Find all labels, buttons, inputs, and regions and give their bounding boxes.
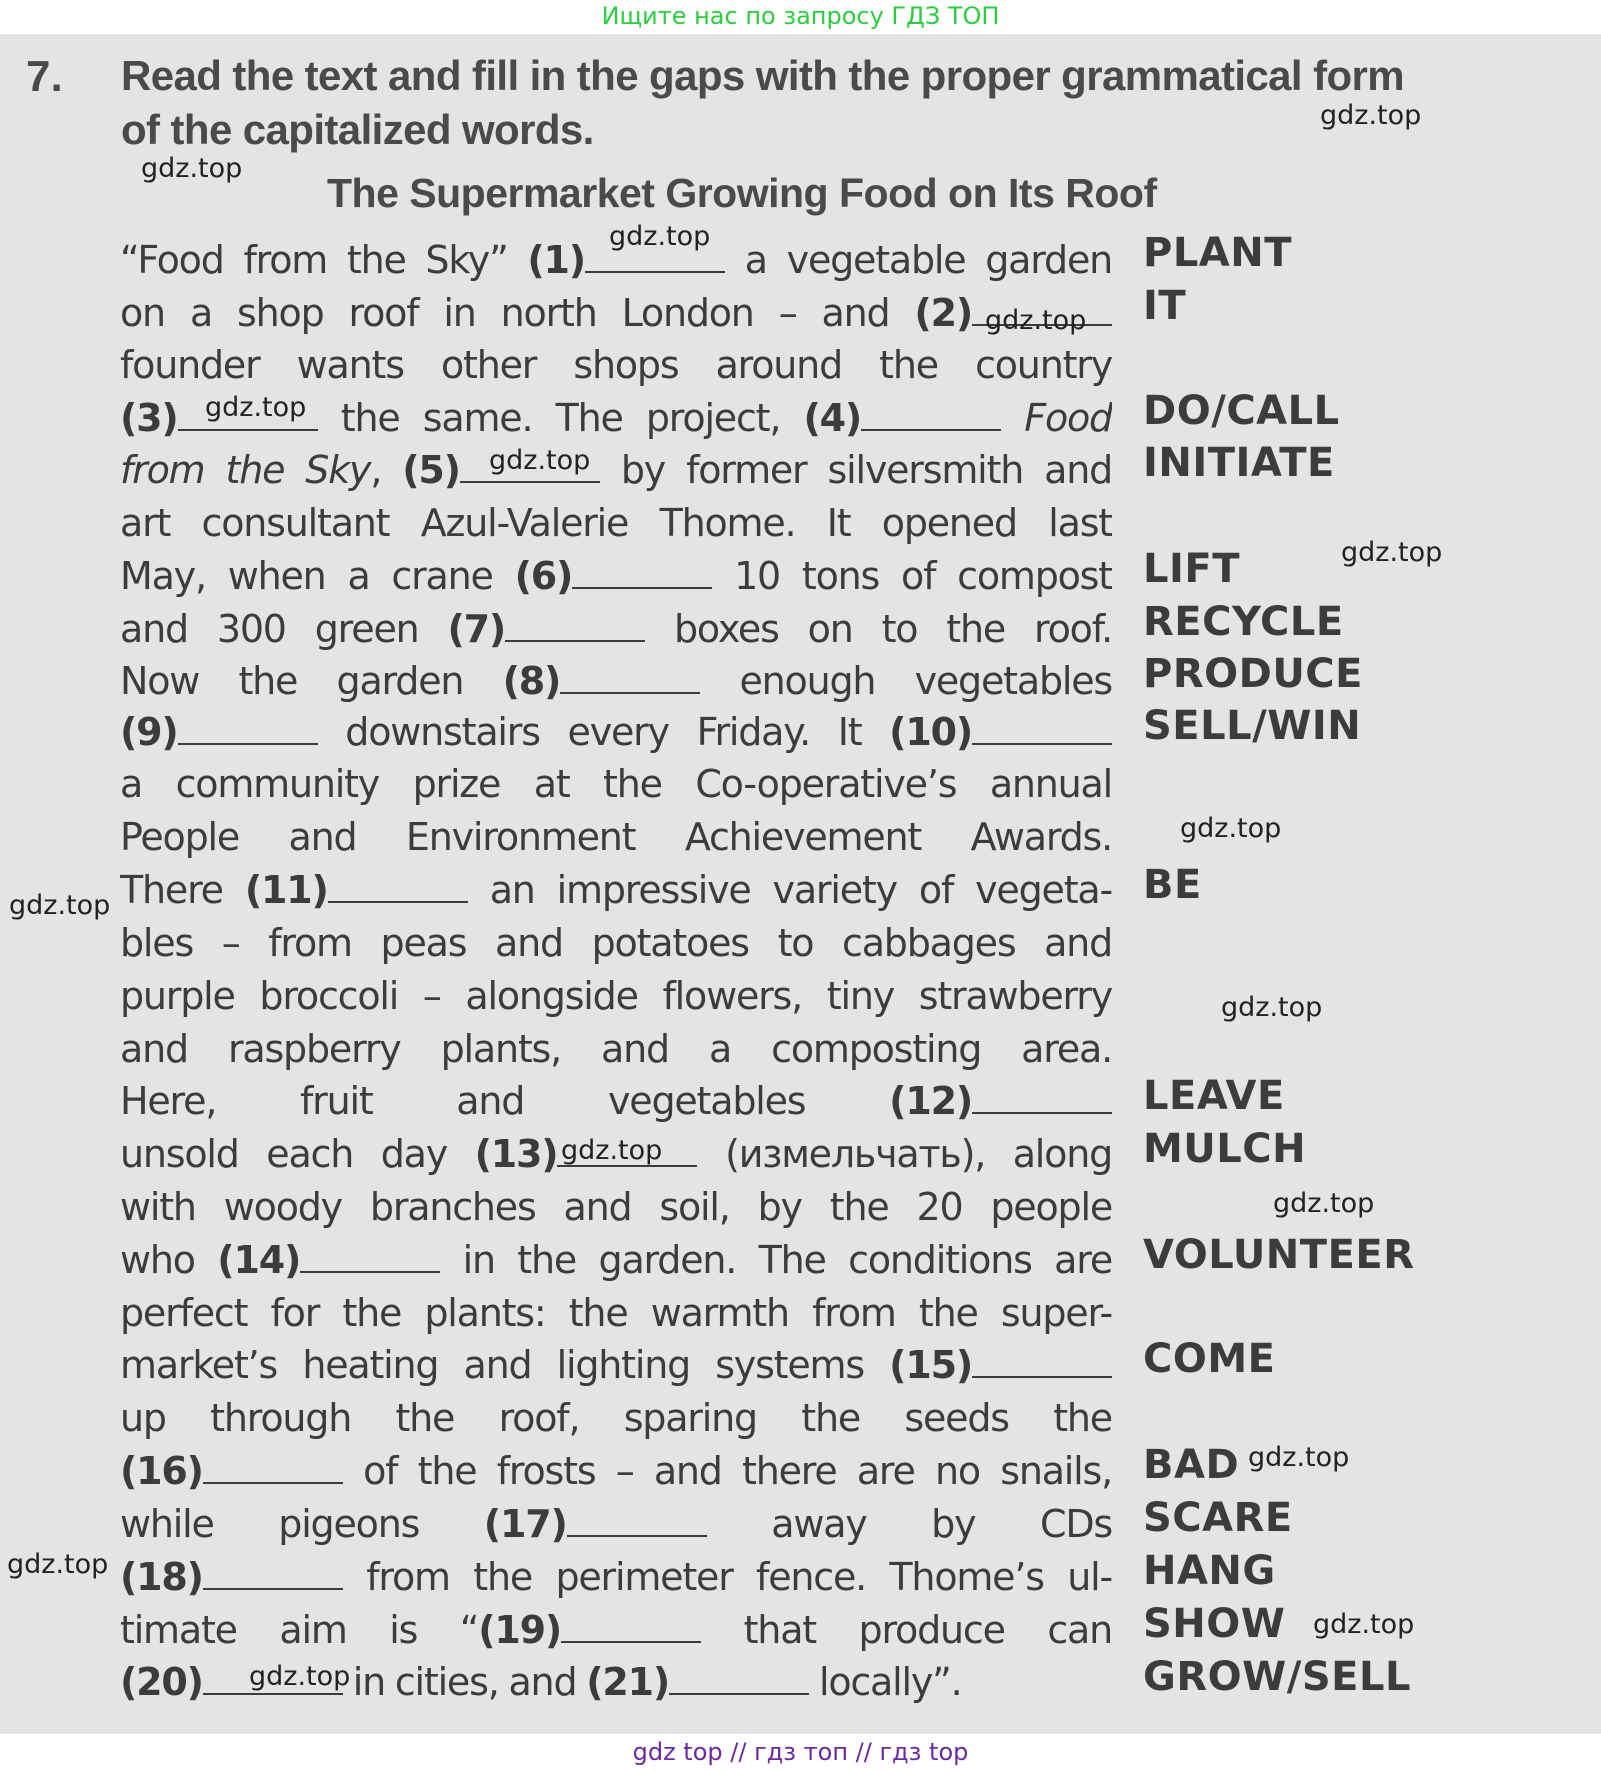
blank-gap [567,1501,707,1537]
blank-gap [669,1659,809,1695]
keyword-sell-win: SELL/WIN [1143,703,1362,749]
text-line-14: bles – from peas and potatoes to cabbages and [120,921,1112,965]
keyword-it: IT [1143,283,1187,329]
text-line-28: (20) in cities, and (21) locally”. [120,1660,962,1704]
watermark: gdz.top [1248,1442,1350,1473]
blank-gap [861,395,1001,431]
text-line-23: up through the roof, sparing the seeds the [120,1396,1112,1440]
gap-number: (8) [502,659,561,703]
keyword-scare: SCARE [1143,1495,1293,1541]
text-line-16: and raspberry plants, and a composting area. [120,1027,1112,1071]
blank-gap [203,1448,343,1484]
text-line-15: purple broccoli – alongside flowers, tiny strawberry [120,974,1112,1018]
watermark: gdz.top [9,890,111,921]
text-line-26: (18) from the perimeter fence. Thome’s ul- [120,1555,1112,1599]
gap-number: (13) [474,1132,558,1176]
text-line-12: People and Environment Achievement Awards. [120,815,1112,859]
instruction-line-1: Read the text and fill in the gaps with the proper grammatical form [121,52,1405,99]
blank-gap [972,709,1112,745]
watermark: gdz.top [7,1549,109,1580]
keyword-volunteer: VOLUNTEER [1143,1232,1415,1278]
gap-number: (2) [914,291,972,335]
text-line-20: who (14) in the garden. The conditions are [120,1238,1112,1282]
watermark: gdz.top [609,221,711,252]
text-line-27: timate aim is “(19) that produce can [120,1608,1112,1652]
gap-number: (7) [447,607,506,651]
gap-number: (19) [478,1608,562,1652]
gap-number: (11) [244,868,328,912]
keyword-show: SHOW [1143,1601,1286,1647]
text-line-5: from the Sky, (5) by former silversmith and [120,448,1112,492]
keyword-lift: LIFT [1143,546,1240,592]
gap-number: (3) [120,396,178,440]
text-line-18: unsold each day (13) (измельчать), along [120,1132,1112,1176]
text-line-22: market’s heating and lighting systems (15) [120,1339,1112,1391]
keyword-initiate: INITIATE [1143,440,1335,486]
watermark: gdz.top [489,445,591,476]
gap-number: (10) [889,710,972,754]
watermark: gdz.top [205,392,307,423]
keyword-do-call: DO/CALL [1143,388,1340,434]
text-line-25: while pigeons (17) away by CDs [120,1502,1112,1546]
watermark: gdz.top [1273,1188,1375,1219]
keyword-produce: PRODUCE [1143,651,1363,697]
instruction-line-2: of the capitalized words. [121,106,594,153]
watermark: gdz.top [1221,992,1323,1023]
gap-number: (12) [889,1079,972,1123]
watermark: gdz.top [561,1135,663,1166]
blank-gap [505,606,645,642]
keyword-be: BE [1143,862,1202,908]
text-line-24: (16) of the frosts – and there are no snails, [120,1449,1112,1493]
gap-number: (17) [483,1502,567,1546]
gap-number: (18) [120,1555,203,1599]
text-line-21: perfect for the plants: the warmth from the super- [120,1291,1112,1335]
gap-number: (20) [120,1660,203,1704]
keyword-bad: BAD [1143,1442,1240,1488]
gap-number: (14) [217,1238,301,1282]
gap-number: (6) [514,554,573,598]
keyword-leave: LEAVE [1143,1073,1285,1119]
keyword-hang: HANG [1143,1548,1276,1594]
watermark: gdz.top [985,305,1087,336]
gap-number: (4) [803,396,862,440]
text-line-3: founder wants other shops around the country [120,343,1112,387]
watermark: gdz.top [1180,813,1282,844]
keyword-plant: PLANT [1143,230,1293,276]
text-line-8: and 300 green (7) boxes on to the roof. [120,607,1112,651]
watermark: gdz.top [249,1661,351,1692]
gap-number: (9) [120,710,178,754]
text-line-2: on a shop roof in north London – and (2) [120,287,1112,339]
blank-gap [178,709,318,745]
keyword-come: COME [1143,1336,1276,1382]
gap-number: (5) [402,448,460,492]
exercise-number: 7. [26,52,63,101]
text-line-17: Here, fruit and vegetables (12) [120,1075,1112,1127]
text-line-4: (3) the same. The project, (4) Food [120,396,1112,440]
bottom-banner[interactable]: gdz top // гдз топ // гдз top [0,1734,1601,1771]
gap-number: (1) [527,238,585,282]
blank-gap [328,867,468,903]
text-title: The Supermarket Growing Food on Its Roof [327,170,1157,216]
blank-gap [972,1078,1112,1114]
blank-gap [572,553,712,589]
text-line-6: art consultant Azul-Valerie Thome. It opened last [120,501,1112,545]
text-line-13: There (11) an impressive variety of vegeta- [120,868,1112,912]
top-banner[interactable]: Ищите нас по запросу ГДЗ ТОП [0,0,1601,34]
gap-number: (21) [586,1660,670,1704]
text-line-11: a community prize at the Co-operative’s annual [120,762,1112,806]
text-line-9: Now the garden (8) enough vegetables [120,659,1112,703]
blank-gap [300,1237,440,1273]
text-line-1: “Food from the Sky” (1) a vegetable garden [120,238,1112,282]
keyword-grow-sell: GROW/SELL [1143,1654,1411,1700]
blank-gap [203,1554,343,1590]
watermark: gdz.top [141,153,243,184]
gap-number: (16) [120,1449,203,1493]
blank-gap [561,1607,701,1643]
blank-gap [972,1342,1112,1378]
keyword-recycle: RECYCLE [1143,599,1344,645]
text-line-10: (9) downstairs every Friday. It (10) [120,706,1112,758]
blank-gap [560,658,700,694]
watermark: gdz.top [1320,100,1422,131]
watermark: gdz.top [1341,537,1443,568]
text-line-19: with woody branches and soil, by the 20 people [120,1185,1112,1229]
keyword-mulch: MULCH [1143,1126,1307,1172]
watermark: gdz.top [1313,1609,1415,1640]
text-line-7: May, when a crane (6) 10 tons of compost [120,554,1112,598]
gap-number: (15) [889,1343,972,1387]
